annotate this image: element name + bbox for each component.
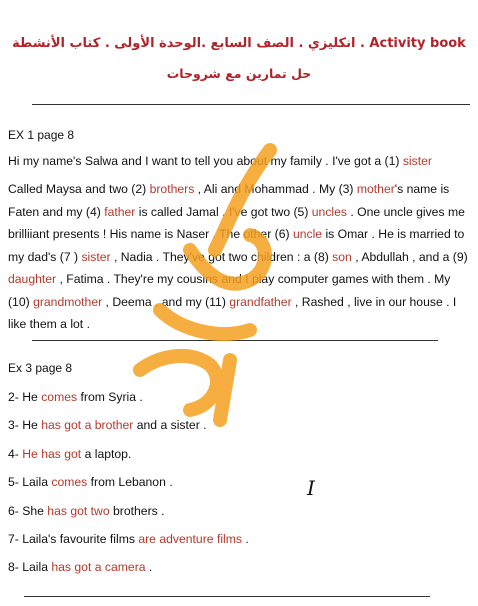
ex3-heading: Ex 3 page 8 — [8, 361, 73, 375]
ex1-heading: EX 1 page 8 — [8, 128, 75, 142]
answer-phrase: are adventure films — [138, 531, 242, 546]
exercise-item — [8, 386, 468, 414]
ex3-list — [8, 386, 468, 585]
divider-top — [32, 104, 470, 105]
paragraph-text: is called Jamal . I've got two (5) — [135, 204, 312, 219]
item-text: . — [242, 531, 249, 546]
divider-bottom — [24, 596, 430, 597]
paragraph-text: 's name is Faten and my (4) — [8, 182, 450, 219]
answer-word: sister — [81, 249, 111, 264]
ex1-answer-1: sister — [402, 154, 432, 168]
item-text: . — [145, 560, 153, 575]
answer-phrase: comes — [41, 390, 78, 404]
ex1-paragraph — [8, 178, 472, 336]
exercise-item — [8, 528, 468, 556]
item-text: a laptop. — [81, 446, 132, 461]
exercise-item — [8, 500, 468, 528]
paragraph-text: , Abdullah , and a (9) — [351, 249, 468, 264]
answer-word: grandmother — [33, 294, 103, 309]
answer-word: uncle — [292, 227, 323, 241]
exercise-item — [8, 471, 468, 499]
paragraph-text: Called Maysa and two (2) — [8, 182, 150, 196]
page-title: انكليزي . الصف السابع .الوحدة الأولى . كتاب الأنشطة . Activity book — [12, 36, 466, 51]
answer-phrase: has got a brother — [41, 418, 134, 433]
exercise-item — [8, 414, 468, 442]
item-text: 8- Laila — [8, 560, 52, 575]
answer-word: son — [332, 249, 352, 264]
answer-word: uncles — [311, 204, 347, 219]
text-cursor-icon: I — [307, 476, 315, 500]
answer-phrase: He has got — [22, 446, 82, 461]
item-text: 4- — [8, 446, 23, 461]
divider-middle — [32, 340, 438, 341]
item-text: brothers . — [109, 503, 165, 518]
answer-phrase: comes — [51, 475, 88, 490]
item-text: from Lebanon . — [87, 475, 173, 490]
paragraph-text: , Rashed , live in our house . I like them a lot . — [8, 294, 457, 331]
answer-word: brothers — [149, 182, 195, 196]
item-text: and a sister . — [133, 418, 207, 433]
paragraph-text: . One uncle gives me brilliiant presents ! His name is Naser . The other (6) — [8, 204, 465, 241]
answer-word: father — [104, 204, 136, 219]
exercise-item — [8, 556, 468, 584]
exercise-item — [8, 443, 468, 471]
ex1-line1-text: Hi my name's Salwa and I want to tell you about my family . I've got a (1) — [8, 154, 400, 168]
paragraph-text: , Fatima . They're my cousins and I play computer games with them . My (10) — [8, 272, 451, 309]
answer-phrase: has got a camera — [51, 560, 146, 575]
item-text: 3- He — [8, 418, 42, 433]
item-text: from Syria . — [77, 390, 143, 404]
answer-word: daughter — [8, 272, 57, 286]
ex1-first-line — [8, 150, 472, 173]
paragraph-text: , Nadia . They've got two children : a (8) — [110, 249, 333, 264]
page-subtitle: حل تمارين مع شروحات — [166, 66, 312, 81]
paragraph-text: , Ali and Mohammad . My (3) — [194, 182, 357, 196]
item-text: 5- Laila — [8, 475, 52, 490]
paragraph-text: is Omar . He is married to my dad's (7 ) — [8, 227, 465, 264]
answer-phrase: has got two — [47, 503, 110, 518]
item-text: 2- He — [8, 390, 42, 404]
answer-word: mother — [356, 182, 395, 196]
paragraph-text: , Deema , and my (11) — [102, 294, 230, 309]
item-text: 7- Laila's favourite films — [8, 531, 139, 546]
item-text: 6- She — [8, 503, 48, 518]
answer-word: grandfather — [229, 294, 292, 309]
